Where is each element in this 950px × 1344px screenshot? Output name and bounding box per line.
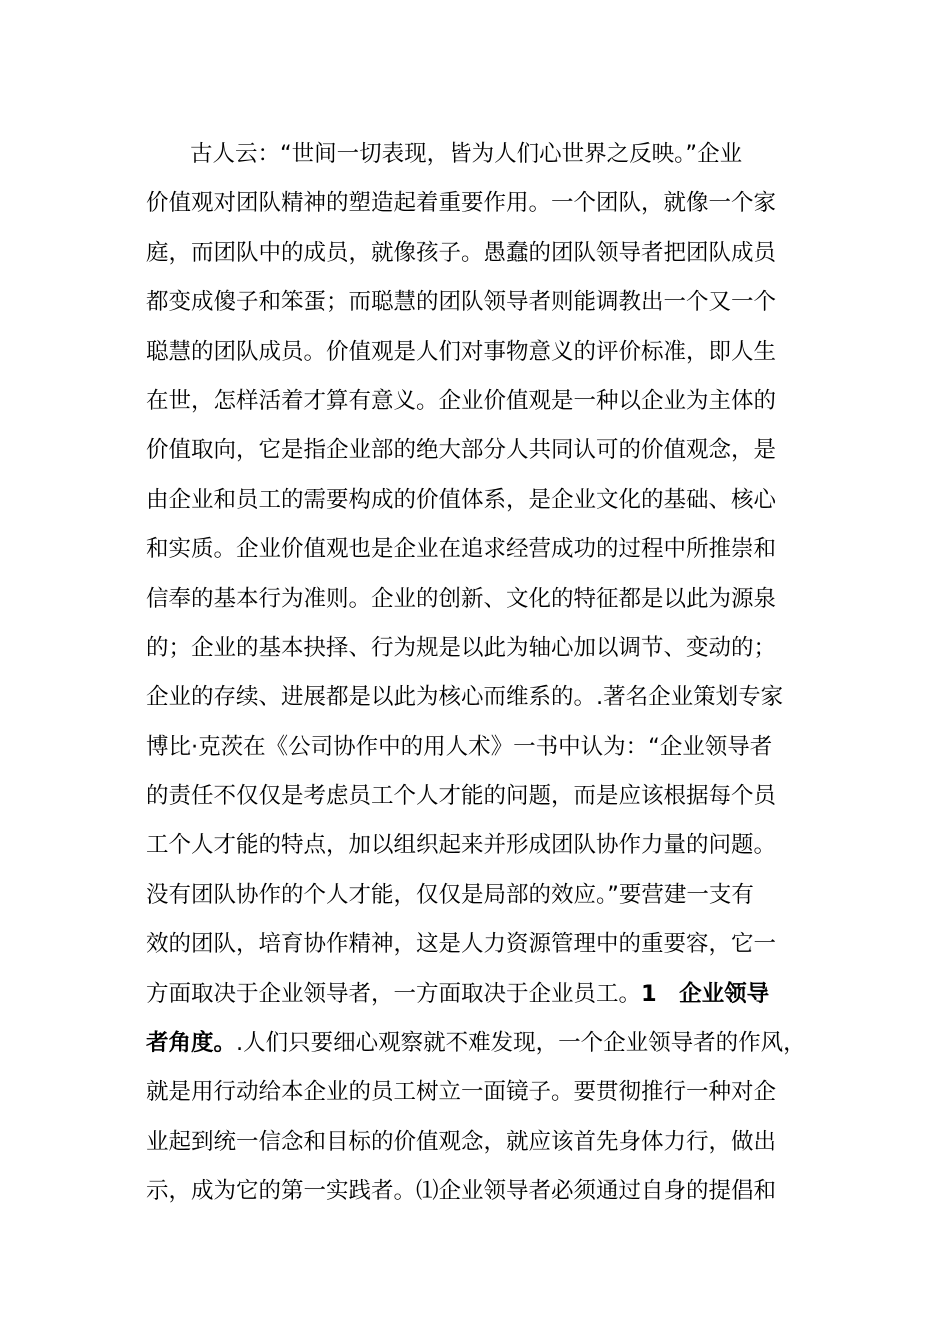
paragraph-line: 博比·克茨在《公司协作中的用人术》一书中认为：“企业领导者 xyxy=(146,733,773,760)
paragraph-line: 的；企业的基本抉择、行为规是以此为轴心加以调节、变动的； xyxy=(146,634,777,661)
paragraph-line: 没有团队协作的个人才能，仅仅是局部的效应。”要营建一支有 xyxy=(146,881,754,908)
paragraph-line: 和实质。企业价值观也是企业在追求经营成功的过程中所推崇和 xyxy=(146,536,777,563)
paragraph-line: 企业的存续、进展都是以此为核心而维系的。.著名企业策划专家 xyxy=(146,684,784,711)
paragraph-line: 在世，怎样活着才算有意义。企业价值观是一种以企业为主体的 xyxy=(146,387,777,414)
paragraph-line: 古人云：“世间一切表现，皆为人们心世界之反映。”企业 xyxy=(190,141,743,167)
paragraph-line: 价值取向，它是指企业部的绝大部分人共同认可的价值观念，是 xyxy=(146,437,777,464)
body-text xyxy=(146,130,806,1217)
line-text: .人们只要细心观察就不难发现，一个企业领导者的作风， xyxy=(236,1030,806,1057)
paragraph-line: 由企业和员工的需要构成的价值体系，是企业文化的基础、核心 xyxy=(146,486,777,513)
paragraph-line xyxy=(146,970,776,1019)
paragraph-line: 聪慧的团队成员。价值观是人们对事物意义的评价标准，即人生 xyxy=(146,338,777,365)
paragraph-line: 信奉的基本行为准则。企业的创新、文化的特征都是以此为源泉 xyxy=(146,585,777,612)
paragraph-line: 示，成为它的第一实践者。⑴企业领导者必须通过自身的提倡和 xyxy=(146,1178,777,1205)
paragraph-line: 庭，而团队中的成员，就像孩子。愚蠢的团队领导者把团队成员 xyxy=(146,239,777,266)
paragraph-line: 效的团队，培育协作精神，这是人力资源管理中的重要容，它一 xyxy=(146,931,777,958)
paragraph-line: 就是用行动给本企业的员工树立一面镜子。要贯彻推行一种对企 xyxy=(146,1079,777,1106)
paragraph-line: 工个人才能的特点，加以组织起来并形成团队协作力量的问题。 xyxy=(146,832,777,859)
paragraph-line: 价值观对团队精神的塑造起着重要作用。一个团队，就像一个家 xyxy=(146,190,777,217)
section-heading: 者角度。 xyxy=(146,1030,237,1057)
paragraph-line xyxy=(146,1019,806,1068)
line-text: 方面取决于企业领导者，一方面取决于企业员工。 xyxy=(146,980,642,1007)
paragraph-line: 业起到统一信念和目标的价值观念，就应该首先身体力行，做出 xyxy=(146,1128,777,1155)
section-heading: 1 企业领导 xyxy=(641,980,770,1007)
paragraph-line: 的责任不仅仅是考虑员工个人才能的问题，而是应该根据每个员 xyxy=(146,783,777,810)
paragraph-line: 都变成傻子和笨蛋；而聪慧的团队领导者则能调教出一个又一个 xyxy=(146,289,777,316)
